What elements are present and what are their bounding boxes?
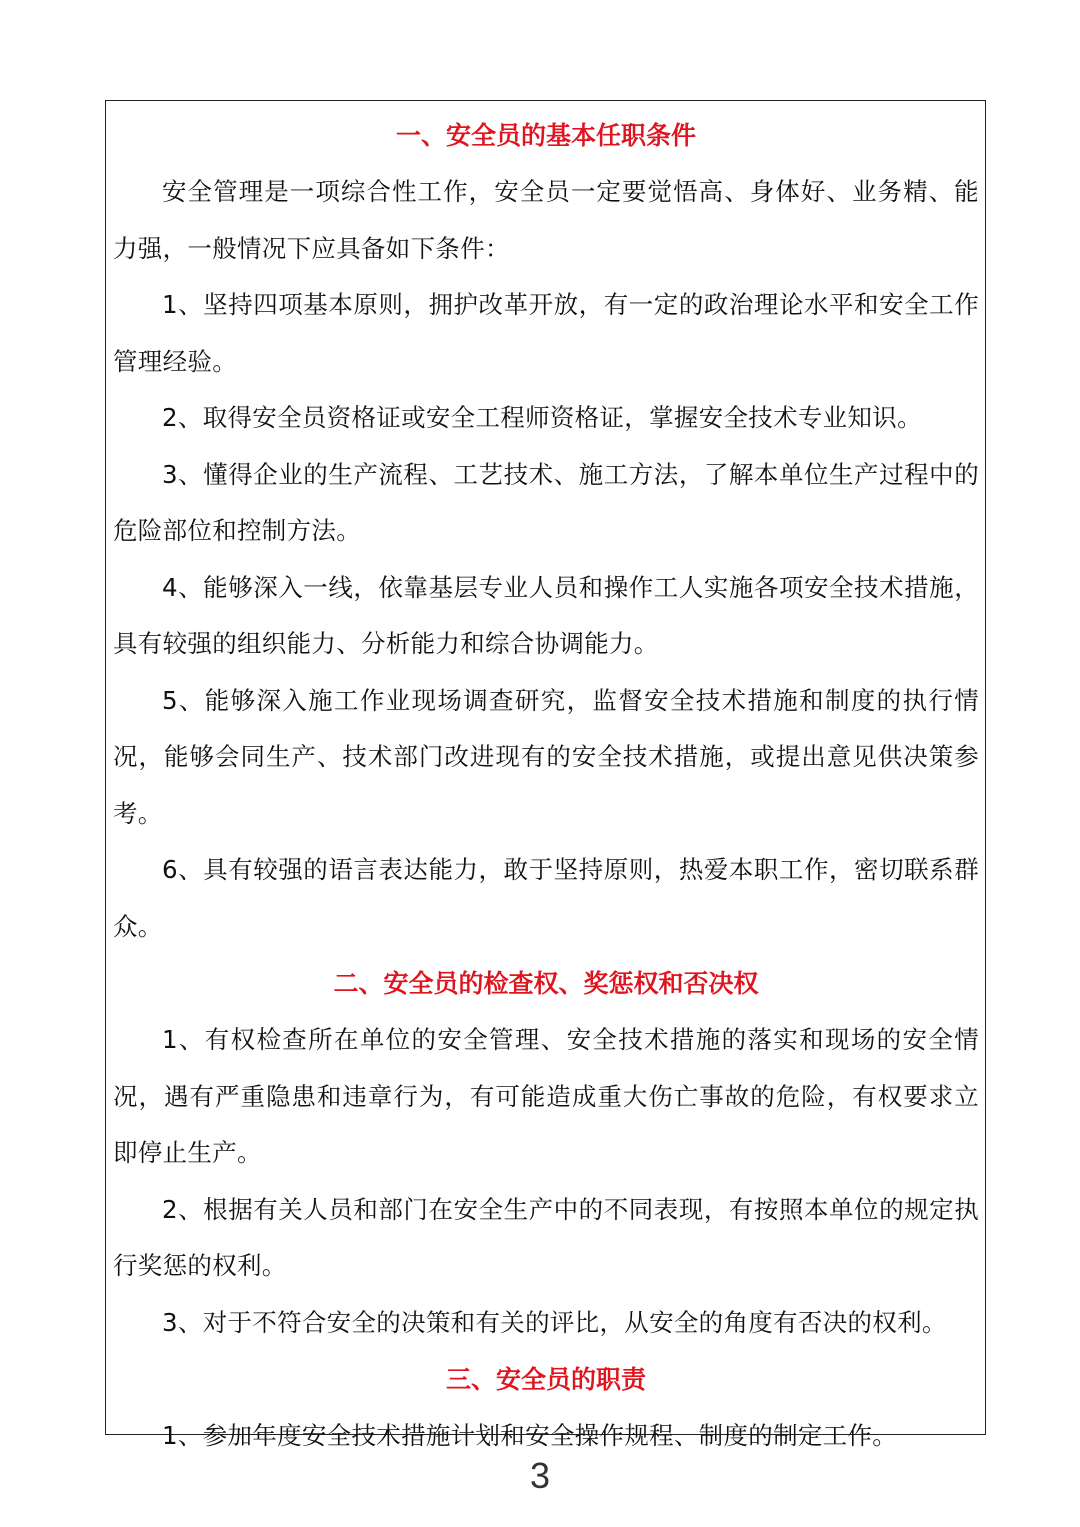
section-1-item-4: 4、能够深入一线，依靠基层专业人员和操作工人实施各项安全技术措施，具有较强的组织能力、分析能力和综合协调能力。 [113, 572, 979, 658]
section-1-item-5: 5、能够深入施工作业现场调查研究，监督安全技术措施和制度的执行情况，能够会同生产、技术部门改进现有的安全技术措施，或提出意见供决策参考。 [113, 685, 979, 828]
section-3-heading: 三、安全员的职责 [445, 1365, 646, 1394]
content-frame [105, 100, 986, 1450]
page-number: 3 [529, 1455, 551, 1496]
section-1-heading: 一、安全员的基本任职条件 [395, 121, 696, 150]
section-1-item-6: 6、具有较强的语言表达能力，敢于坚持原则，热爱本职工作，密切联系群众。 [113, 855, 979, 941]
section-1-item-2: 2、取得安全员资格证或安全工程师资格证，掌握安全技术专业知识。 [162, 403, 922, 432]
section-3-item-1: 1、参加年度安全技术措施计划和安全操作规程、制度的制定工作。 [162, 1421, 898, 1450]
section-1-item-3: 3、懂得企业的生产流程、工艺技术、施工方法，了解本单位生产过程中的危险部位和控制方法。 [113, 459, 979, 545]
section-1-intro: 安全管理是一项综合性工作，安全员一定要觉悟高、身体好、业务精、能力强，一般情况下应具备如下条件： [113, 177, 979, 263]
section-2-item-1: 1、有权检查所在单位的安全管理、安全技术措施的落实和现场的安全情况，遇有严重隐患和违章行为，有可能造成重大伤亡事故的危险，有权要求立即停止生产。 [113, 1025, 979, 1167]
section-2-heading: 二、安全员的检查权、奖惩权和否决权 [333, 969, 759, 998]
section-1-item-1: 1、坚持四项基本原则，拥护改革开放，有一定的政治理论水平和安全工作管理经验。 [113, 290, 979, 376]
section-2-item-2: 2、根据有关人员和部门在安全生产中的不同表现，有按照本单位的规定执行奖惩的权利。 [113, 1194, 979, 1280]
section-2-item-3: 3、对于不符合安全的决策和有关的评比，从安全的角度有否决的权利。 [162, 1307, 947, 1337]
